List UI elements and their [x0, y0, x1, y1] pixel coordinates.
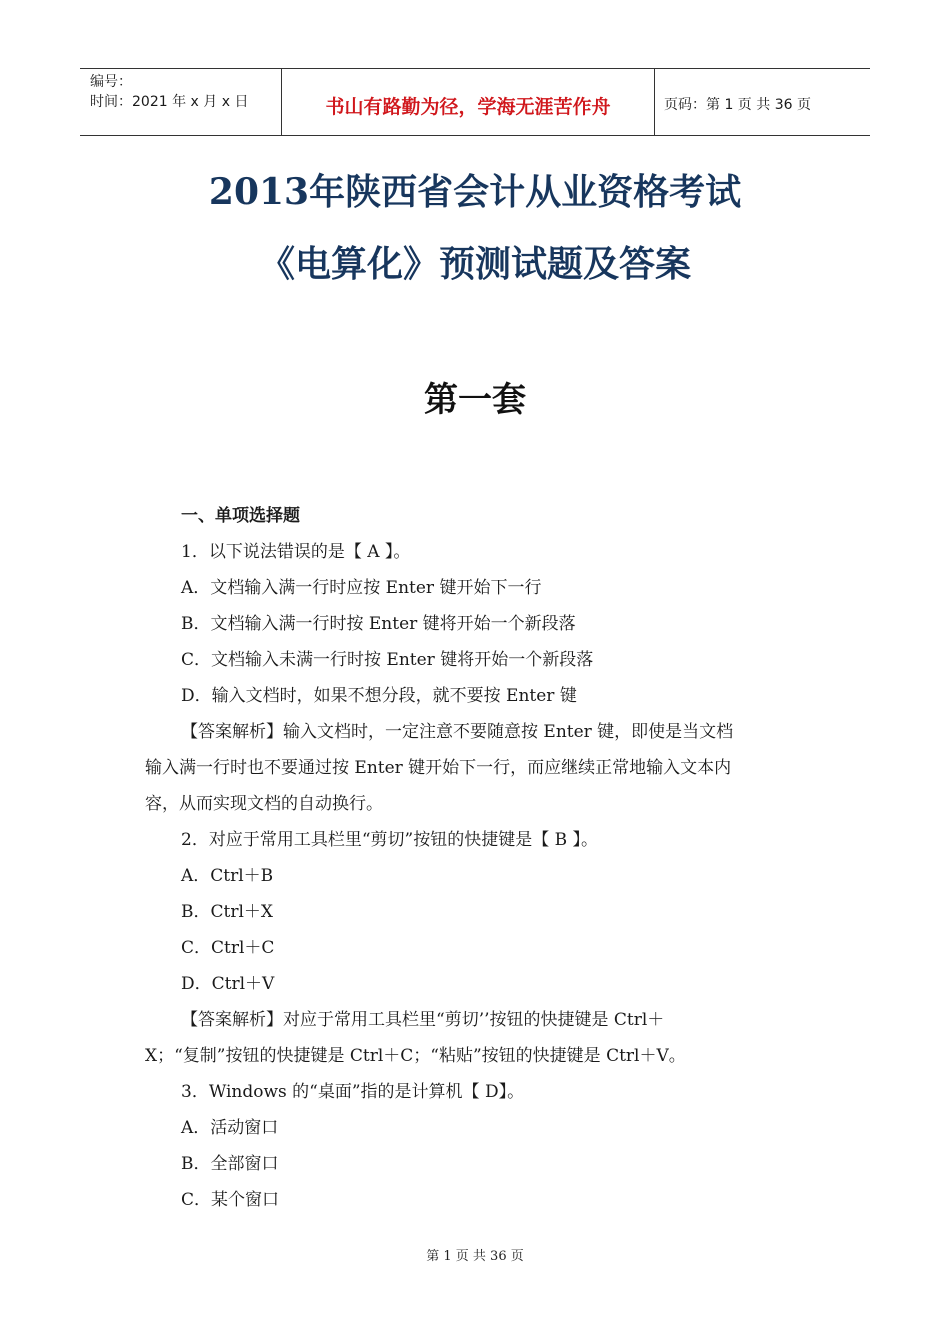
document-body [145, 498, 813, 1218]
question-3: 3．Windows 的“桌面”指的是计算机【 D】。 [181, 1082, 525, 1102]
question-3-option-a: A．活动窗口 [181, 1118, 279, 1138]
question-2-option-a: A．Ctrl＋B [181, 866, 274, 886]
header-motto: 书山有路勤为径，学海无涯苦作舟 [281, 69, 655, 135]
number-label: 编号： [90, 74, 132, 90]
question-1-explanation-line2: 输入满一行时也不要通过按 Enter 键开始下一行，而应继续正常地输入文本内 [145, 758, 732, 778]
question-1-explanation-line3: 容，从而实现文档的自动换行。 [145, 794, 383, 814]
question-2-option-b: B．Ctrl＋X [181, 902, 273, 922]
question-3-option-b: B．全部窗口 [181, 1154, 279, 1174]
header-page-info: 页码：第 1 页 共 36 页 [664, 97, 811, 113]
question-1-option-c: C．文档输入未满一行时按 Enter 键将开始一个新段落 [181, 650, 594, 670]
question-1-explanation-line1: 【答案解析】输入文档时，一定注意不要随意按 Enter 键，即使是当文档 [181, 722, 734, 742]
time-label: 时间：2021 年 x 月 x 日 [90, 94, 249, 110]
question-2-explanation-line2: X；“复制”按钮的快捷键是 Ctrl＋C；“粘贴”按钮的快捷键是 Ctrl＋V。 [145, 1046, 686, 1066]
question-2-explanation-line1: 【答案解析】对应于常用工具栏里“剪切’’按钮的快捷键是 Ctrl＋ [181, 1010, 665, 1030]
header-meta [80, 69, 281, 135]
question-1-option-a: A．文档输入满一行时应按 Enter 键开始下一行 [181, 578, 542, 598]
question-2-option-c: C．Ctrl＋C [181, 938, 275, 958]
section-heading: 一、单项选择题 [181, 506, 300, 526]
question-1-option-b: B．文档输入满一行时按 Enter 键将开始一个新段落 [181, 614, 576, 634]
document-header [80, 68, 870, 136]
page-footer: 第 1 页 共 36 页 [426, 1249, 524, 1264]
question-1: 1．以下说法错误的是【 A 】。 [181, 542, 411, 562]
question-1-option-d: D．输入文档时，如果不想分段，就不要按 Enter 键 [181, 686, 577, 706]
question-3-option-c: C．某个窗口 [181, 1190, 280, 1210]
question-2-option-d: D．Ctrl＋V [181, 974, 275, 994]
document-title-line2: 《电算化》预测试题及答案 [258, 243, 691, 285]
document-title-line1: 2013年陕西省会计从业资格考试 [208, 171, 742, 213]
question-2: 2．对应于常用工具栏里“剪切”按钮的快捷键是【 B 】。 [181, 830, 598, 850]
set-title: 第一套 [424, 380, 526, 420]
